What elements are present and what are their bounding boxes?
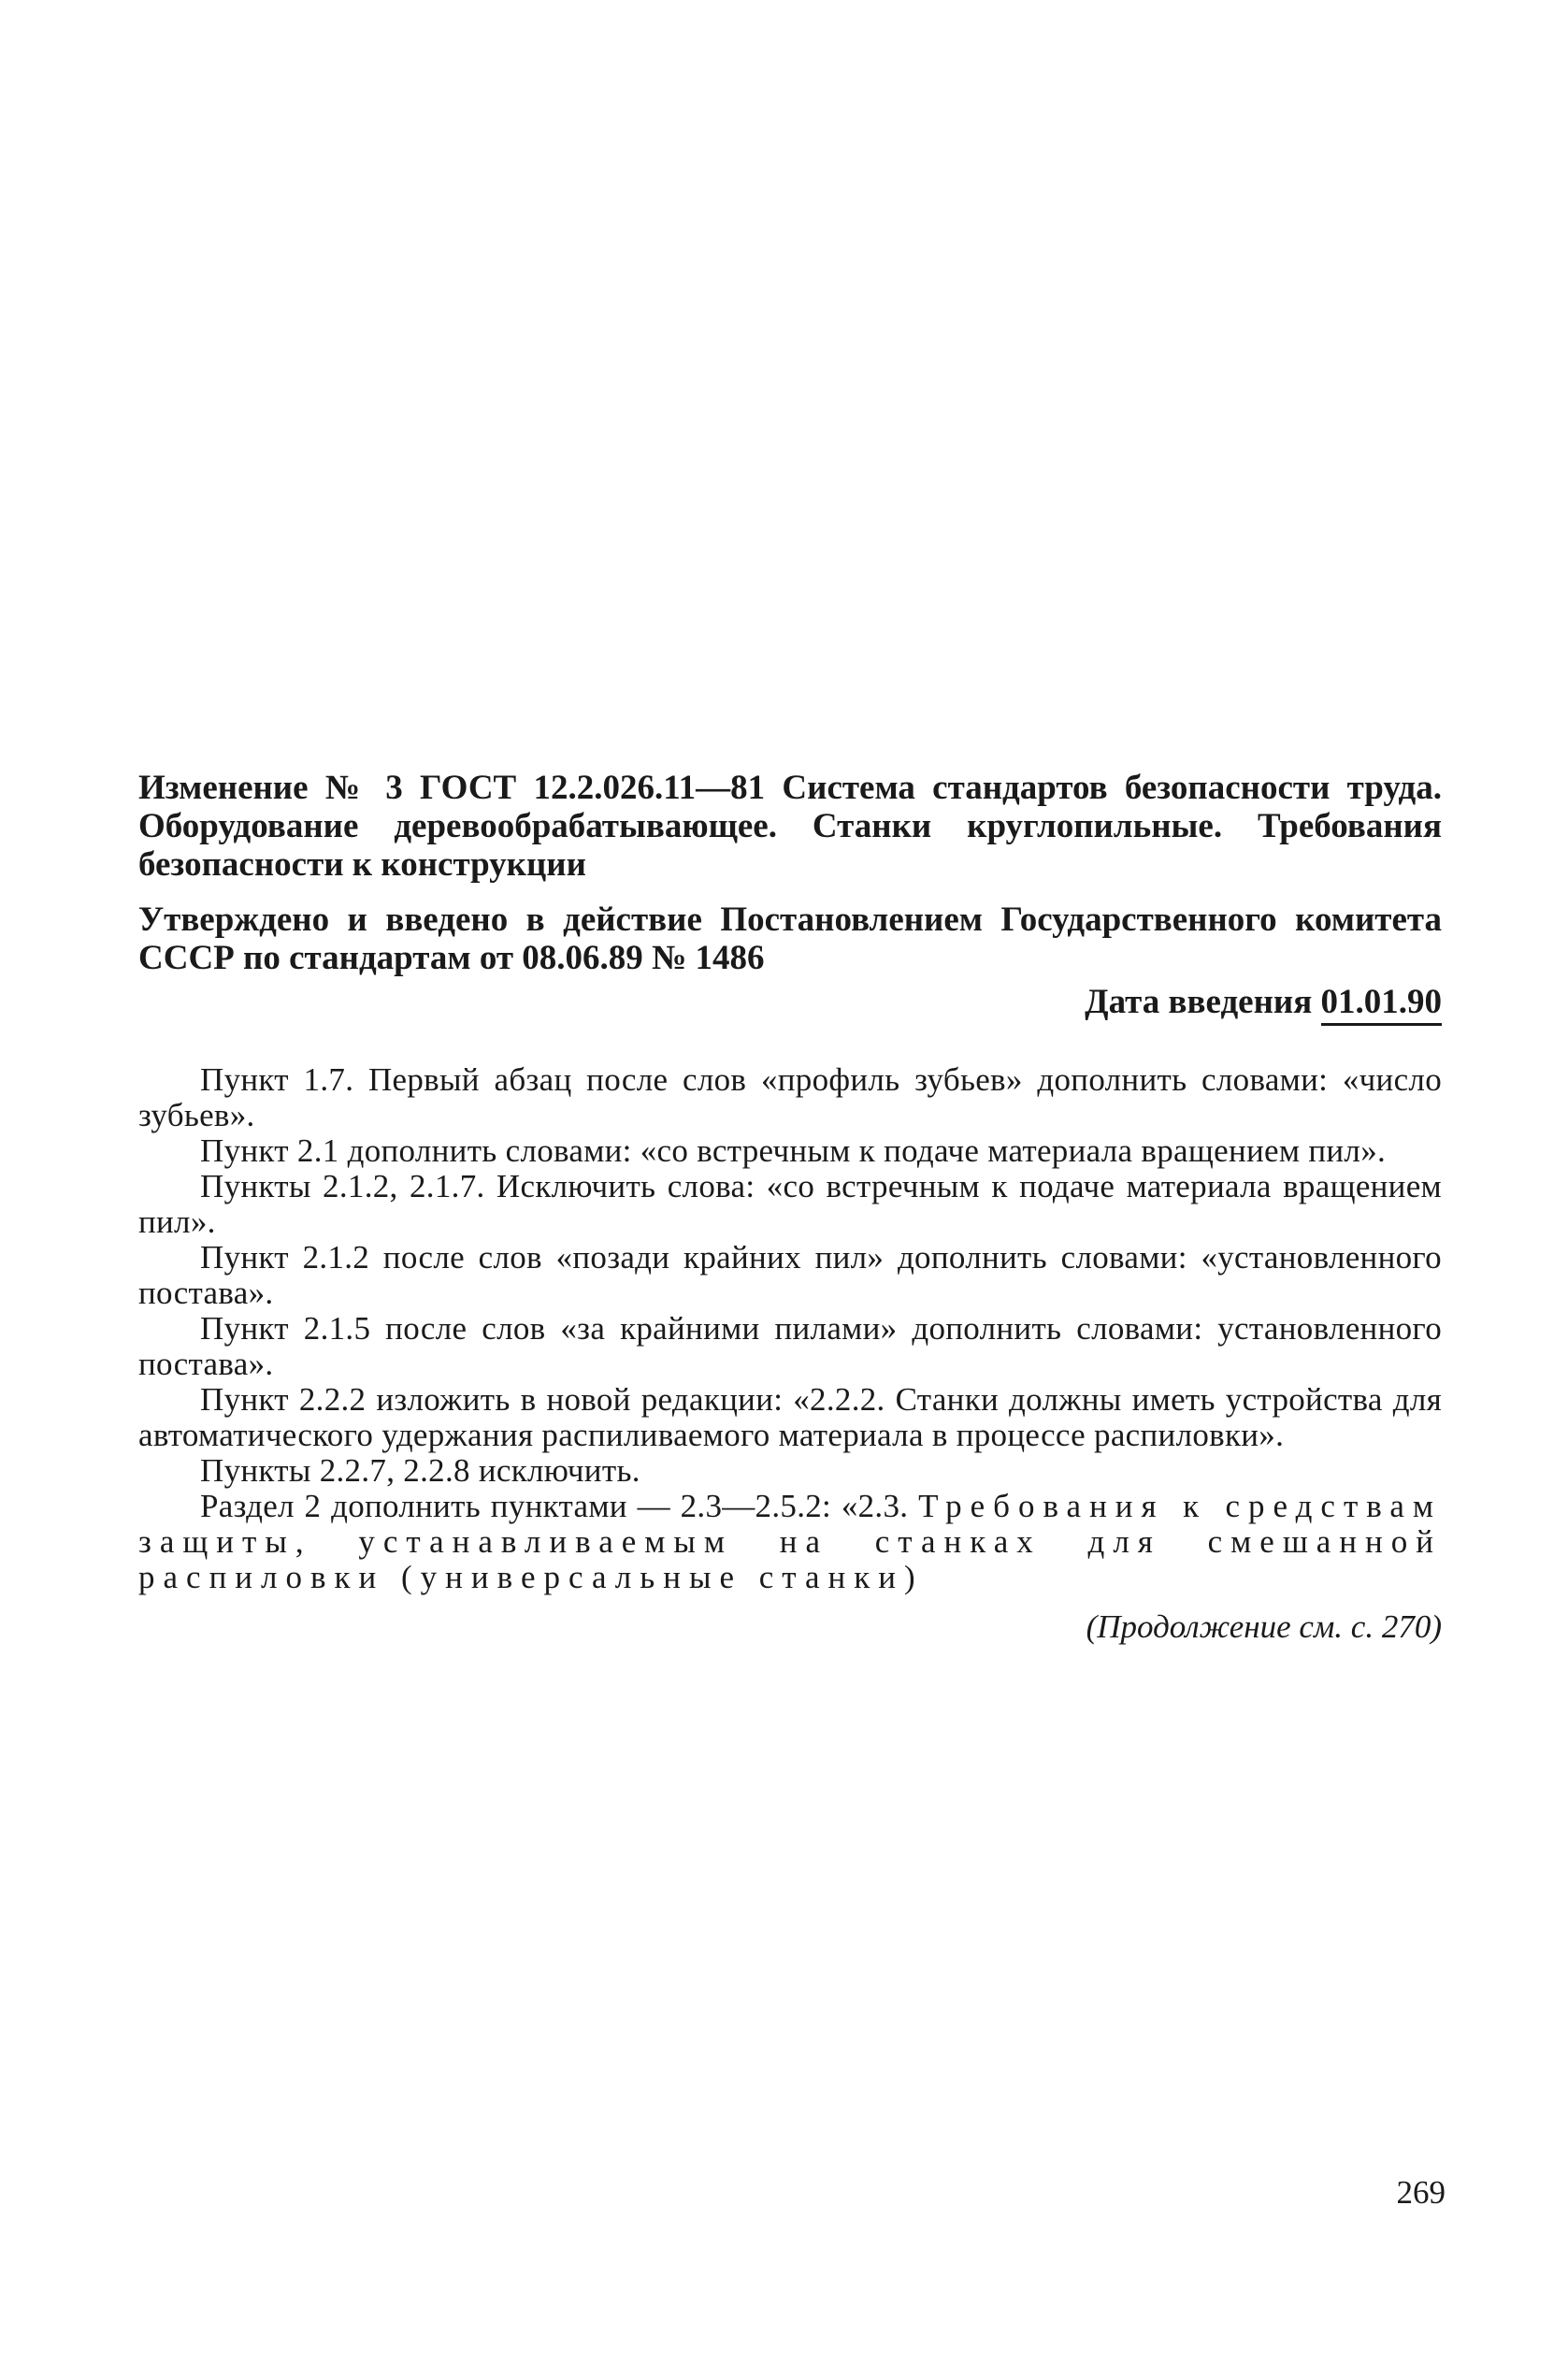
paragraph: Пункт 2.1.2 после слов «позади крайних пил» дополнить словами: «установленного постава». [138,1239,1442,1311]
paragraph: Пункт 2.1.5 после слов «за крайними пилами» дополнить словами: установленного постава». [138,1310,1442,1382]
effective-date-value: 01.01.90 [1321,983,1443,1026]
effective-date-line [138,983,1442,1021]
amendment-body [138,1062,1442,1595]
paragraph: Пункты 2.2.7, 2.2.8 исключить. [200,1452,640,1489]
amendment-heading: Изменение № 3 ГОСТ 12.2.026.11—81 Система стандартов безопасности труда. Оборудование деревообрабатывающее. Станки круглопильные. Требования безопасности к конструкции [138,769,1442,884]
effective-date-label: Дата введения [1085,983,1313,1021]
section-addition-spaced-title: Требования к средствам защиты, устанавливаемым на станках для смешанной распиловки (универсальные станки) [138,1488,1443,1595]
section-addition-lead: Раздел 2 дополнить пунктами — 2.3—2.5.2: «2.3. [200,1488,919,1524]
page-number: 269 [1396,2174,1446,2211]
paragraph: Пункт 2.2.2 изложить в новой редакции: «2.2.2. Станки должны иметь устройства для автоматического удержания распиливаемого материала в процессе распиловки». [138,1381,1442,1453]
paragraph: Пункты 2.1.2, 2.1.7. Исключить слова: «со встречным к подаче материала вращением пил». [138,1168,1442,1240]
paragraph: Пункт 1.7. Первый абзац после слов «профиль зубьев» дополнить словами: «число зубьев». [138,1061,1442,1133]
paragraph: Пункт 2.1 дополнить словами: «со встречным к подаче материала вращением пил». [200,1132,1387,1169]
document-content [138,769,1442,1646]
approval-statement: Утверждено и введено в действие Постановлением Государственного комитета СССР по стандартам от 08.06.89 № 1486 [138,901,1442,977]
paragraph-section-addition [138,1489,1442,1595]
continuation-note: (Продолжение см. с. 270) [1086,1608,1442,1645]
